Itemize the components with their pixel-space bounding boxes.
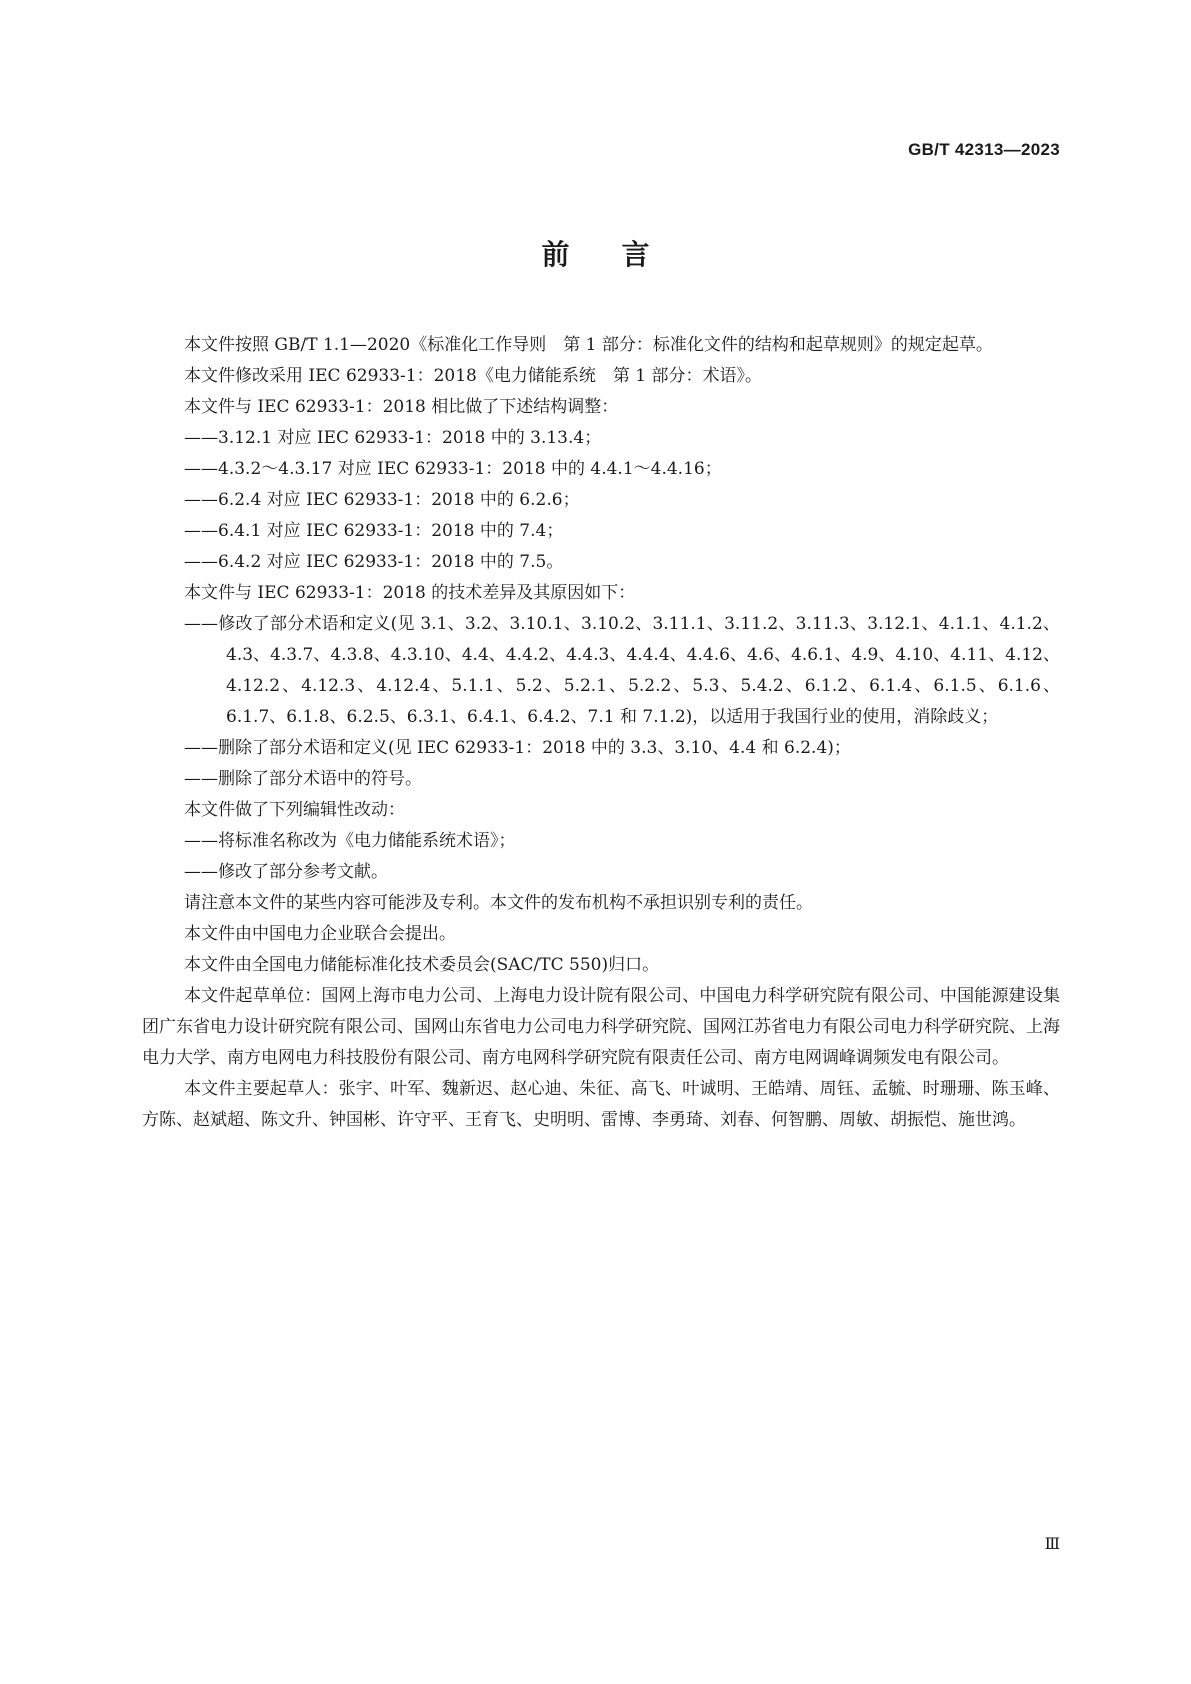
paragraph: 本文件修改采用 IEC 62933-1：2018《电力储能系统 第 1 部分：术语》。 bbox=[184, 366, 762, 386]
list-item: ——6.4.2 对应 IEC 62933-1：2018 中的 7.5。 bbox=[184, 552, 564, 572]
paragraph: 本文件主要起草人：张宇、叶军、魏新迟、赵心迪、朱征、高飞、叶诚明、王皓靖、周钰、孟毓、时珊珊、陈玉峰、方陈、赵斌超、陈文升、钟国彬、许守平、王育飞、史明明、雷博、李勇琦、刘春、何智鹏、周敏、胡振恺、施世鸿。 bbox=[142, 1079, 1060, 1130]
list-item: ——3.12.1 对应 IEC 62933-1：2018 中的 3.13.4； bbox=[184, 428, 602, 448]
list-item: ——6.2.4 对应 IEC 62933-1：2018 中的 6.2.6； bbox=[184, 490, 580, 510]
page-title: 前言 bbox=[541, 238, 702, 271]
list-item: ——将标准名称改为《电力储能系统术语》； bbox=[184, 831, 516, 851]
standard-number: GB/T 42313—2023 bbox=[908, 140, 1060, 159]
list-item: ——删除了部分术语和定义(见 IEC 62933-1：2018 中的 3.3、3.10、4.4 和 6.2.4)； bbox=[184, 738, 851, 758]
paragraph: 本文件由全国电力储能标准化技术委员会(SAC/TC 550)归口。 bbox=[184, 955, 660, 975]
paragraph: 本文件由中国电力企业联合会提出。 bbox=[184, 924, 456, 944]
paragraph: 本文件按照 GB/T 1.1—2020《标准化工作导则 第 1 部分：标准化文件的结构和起草规则》的规定起草。 bbox=[184, 335, 993, 355]
paragraph: 本文件做了下列编辑性改动： bbox=[184, 800, 405, 820]
paragraph: 本文件与 IEC 62933-1：2018 的技术差异及其原因如下： bbox=[184, 583, 636, 603]
list-item: ——修改了部分参考文献。 bbox=[184, 862, 388, 882]
paragraph: 请注意本文件的某些内容可能涉及专利。本文件的发布机构不承担识别专利的责任。 bbox=[184, 893, 813, 913]
list-item: ——修改了部分术语和定义(见 3.1、3.2、3.10.1、3.10.2、3.11.1、3.11.2、3.11.3、3.12.1、4.1.1、4.1.2、4.3、4.3.7、4.3.8、4.3.10、4.4、4.4.2、4.4.3、4.4.4、4.4.6、4.6、4.6.1、4.9、4.10、4.11、4.12、4.12.2、4.12.3、4.12.4、5.1.1、5.2、5.2.1、5.2.2、5.3、5.4.2、6.1.2、6.1.4、6.1.5、6.1.6、6.1.7、6.1.8、6.2.5、6.3.1、6.4.1、6.4.2、7.1 和 7.1.2)，以适用于我国行业的使用，消除歧义； bbox=[184, 614, 1060, 727]
list-item: ——4.3.2～4.3.17 对应 IEC 62933-1：2018 中的 4.4.1～4.4.16； bbox=[184, 459, 722, 479]
list-item: ——6.4.1 对应 IEC 62933-1：2018 中的 7.4； bbox=[184, 521, 564, 541]
paragraph: 本文件起草单位：国网上海市电力公司、上海电力设计院有限公司、中国电力科学研究院有限公司、中国能源建设集团广东省电力设计研究院有限公司、国网山东省电力公司电力科学研究院、国网江苏省电力有限公司电力科学研究院、上海电力大学、南方电网电力科技股份有限公司、南方电网科学研究院有限责任公司、南方电网调峰调频发电有限公司。 bbox=[142, 986, 1060, 1068]
list-item: ——删除了部分术语中的符号。 bbox=[184, 769, 422, 789]
paragraph: 本文件与 IEC 62933-1：2018 相比做了下述结构调整： bbox=[184, 397, 619, 417]
document-body bbox=[142, 330, 1060, 1136]
page-number: Ⅲ bbox=[1044, 1534, 1060, 1553]
